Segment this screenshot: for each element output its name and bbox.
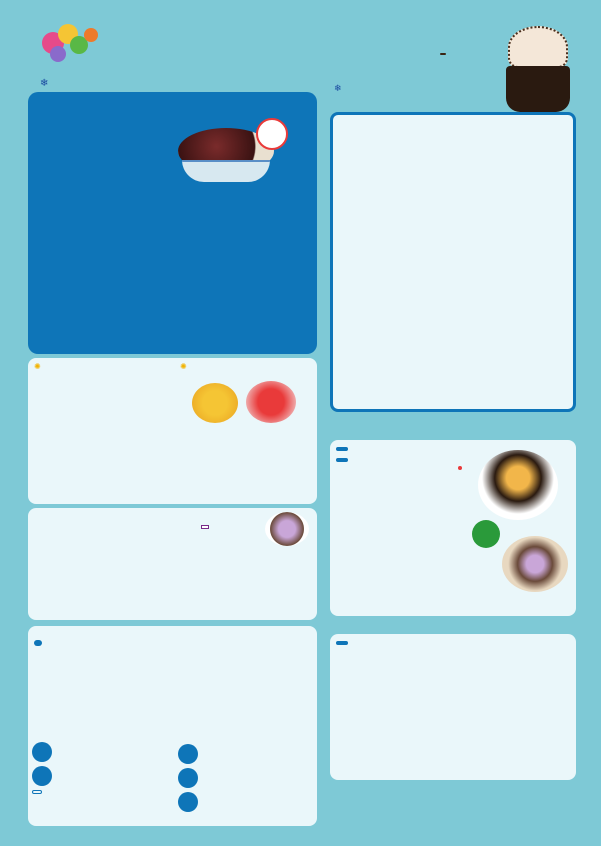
snowflake-icon: ❄ <box>40 78 49 89</box>
douhua-badge <box>201 525 209 529</box>
hershey-ice-image <box>500 26 576 116</box>
new-tag <box>458 466 462 470</box>
taro-panel <box>330 112 576 412</box>
plus10-price <box>32 742 52 762</box>
hershey-logo <box>428 40 498 68</box>
badge-30x <box>256 118 288 150</box>
condense-note <box>32 790 42 794</box>
winter-strawberry-title <box>180 362 310 371</box>
summer-mango-title <box>34 362 174 371</box>
seasonal-panel <box>28 358 317 504</box>
plus25-price <box>178 768 198 788</box>
taro-header <box>334 84 346 94</box>
grass-jelly-badge <box>472 520 500 548</box>
brown-sugar-panel <box>28 92 317 354</box>
section-header-brown-sugar <box>40 78 48 89</box>
sun-icon: ✺ <box>180 362 187 371</box>
sun-icon: ✺ <box>34 362 41 371</box>
plus20-price <box>178 744 198 764</box>
grass-jelly-ice-image <box>500 536 574 600</box>
grass-jelly-title2 <box>336 458 348 462</box>
fruit-bowls-image <box>180 379 310 429</box>
toppings-title <box>34 640 42 646</box>
hershey-partner <box>440 53 446 55</box>
plus15-price <box>32 766 52 786</box>
grass-jelly-title <box>336 447 348 451</box>
douhua-image <box>265 512 309 546</box>
snowflake-icon: ❄ <box>334 84 342 94</box>
logo-ball-5 <box>84 28 98 42</box>
plus30-price <box>178 792 198 812</box>
brand-logo <box>30 20 270 72</box>
drinks-panel <box>330 634 576 780</box>
douhua-panel <box>28 508 317 620</box>
drinks-title <box>336 641 348 645</box>
douhua-left <box>34 522 114 553</box>
douhua-right <box>120 522 196 553</box>
logo-ball-4 <box>50 46 66 62</box>
toppings-panel <box>28 626 317 826</box>
grass-jelly-panel <box>330 440 576 616</box>
